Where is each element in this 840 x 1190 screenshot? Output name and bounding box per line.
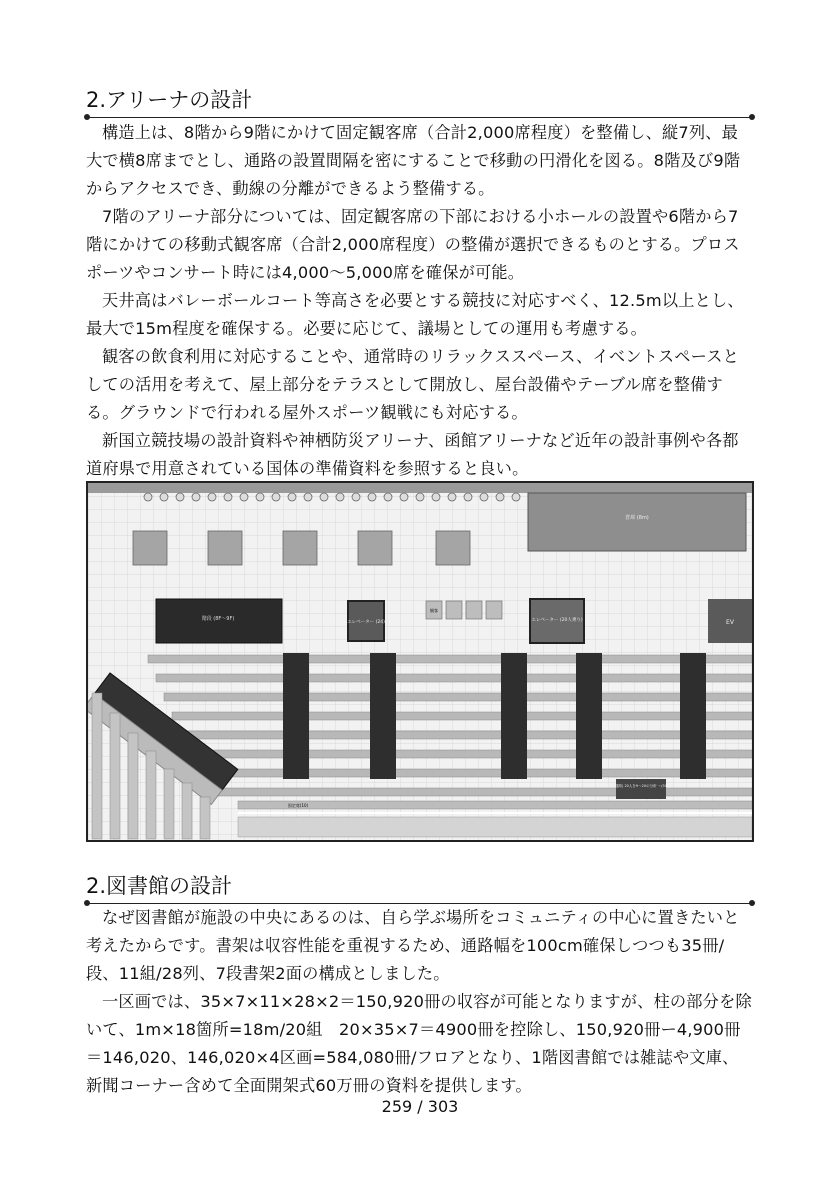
table-circle — [352, 493, 360, 501]
arena-paragraph-4: 観客の飲食利用に対応することや、通常時のリラックススペース、イベントスペースとしての活用を考えて、屋上部分をテラスとして開放し、屋台設備やテーブル席を整備する。グラウンドで行われる屋外スポーツ観戦にも対応する。 — [86, 347, 740, 422]
elevator-right-label: エレベーター (20人乗り) — [531, 618, 583, 623]
table-circle — [416, 493, 424, 501]
seat-row — [180, 731, 752, 739]
arena-paragraph-3: 天井高はバレーボールコート等高さを必要とする競技に対応すべく、12.5m以上とし、最大で15m程度を確保する。必要に応じて、議場としての運用も考慮する。 — [86, 291, 744, 338]
stairs-label: 階段 (8F〜9F) — [201, 616, 235, 622]
room-label: 倉庫 (8m) — [625, 515, 649, 521]
seat-row — [156, 674, 752, 682]
kanran-label: 観客 — [430, 608, 438, 613]
table-circle — [224, 493, 232, 501]
table-circle — [176, 493, 184, 501]
library-paragraph-1: なぜ図書館が施設の中央にあるのは、自ら学ぶ場所をコミュニティの中心に置きたいと考えたからです。書架は収容性能を重視するため、通路幅を100cm確保しつつも35冊/段、11組/28列、7段書架2面の構成としました。 — [86, 908, 740, 983]
seat-row — [148, 655, 752, 663]
seat-row — [172, 712, 752, 720]
heading-rule — [86, 117, 753, 118]
elevator-left-label: エレベーター (24) — [347, 620, 385, 625]
section-heading-arena: 2.アリーナの設計 — [86, 86, 753, 114]
table-circle — [512, 493, 520, 501]
table-circle — [160, 493, 168, 501]
table-circle — [272, 493, 280, 501]
table-circle — [304, 493, 312, 501]
arena-paragraph-1: 構造上は、8階から9階にかけて固定観客席（合計2,000席程度）を整備し、縦7列、最大で横8席までとし、通路の設置間隔を密にすることで移動の円滑化を図る。8階及び9階からアクセスでき、動線の分離ができるよう整備する。 — [86, 123, 741, 198]
table-circle — [288, 493, 296, 501]
table-circle — [208, 493, 216, 501]
table-circle — [384, 493, 392, 501]
library-paragraph-2: 一区画では、35×7×11×28×2＝150,920冊の収容が可能となりますが、柱の部分を除いて、1m×18箇所=18m/20組 20×35×7＝4900冊を控除し、150,920冊ー4,900冊＝146,020、146,020×4区画=584,080冊/フロアとなり、1階図書館では雑誌や文庫、新聞コーナー含めて全面開架式60万冊の資料を提供します。 — [86, 992, 752, 1095]
seat-row — [188, 750, 752, 758]
table-circle — [496, 493, 504, 501]
aisle-stair — [501, 653, 527, 779]
table-circle — [320, 493, 328, 501]
table-circle — [144, 493, 152, 501]
seat-row — [196, 769, 752, 777]
table-circle — [432, 493, 440, 501]
table-circle — [480, 493, 488, 501]
table-circle — [336, 493, 344, 501]
ev-label: EV — [726, 619, 734, 626]
floor-plan-drawing — [88, 483, 752, 840]
table-circle — [240, 493, 248, 501]
arena-paragraph-2: 7階のアリーナ部分については、固定観客席の下部における小ホールの設置や6階から7階にかけての移動式観客席（合計2,000席程度）の整備が選択できるものとする。プロスポーツやコンサート時には4,000〜5,000席を確保が可能。 — [86, 207, 740, 282]
aisle-stair — [576, 653, 602, 779]
table-circle — [400, 493, 408, 501]
seat-row — [164, 693, 752, 701]
aisle-stair — [680, 653, 706, 779]
plan-note: (8階通路) 20人を9〜20の分析 〜(500)件 — [607, 784, 675, 788]
table-circle — [256, 493, 264, 501]
arena-floor-plan — [86, 481, 754, 842]
table-circle — [464, 493, 472, 501]
table-circle — [368, 493, 376, 501]
page-number: 259 / 303 — [381, 1097, 459, 1116]
table-circle — [448, 493, 456, 501]
table-circle — [192, 493, 200, 501]
aisle-stair — [370, 653, 396, 779]
section-heading-library: 2.図書館の設計 — [86, 872, 753, 900]
arena-paragraph-5: 新国立競技場の設計資料や神栖防災アリーナ、函館アリーナなど近年の設計事例や各都道府県で用意されている国体の準備資料を参照すると良い。 — [86, 431, 739, 478]
bottom-seat-label: 固定席(10) — [287, 803, 309, 808]
seat-row — [204, 788, 752, 796]
aisle-stair — [283, 653, 309, 779]
